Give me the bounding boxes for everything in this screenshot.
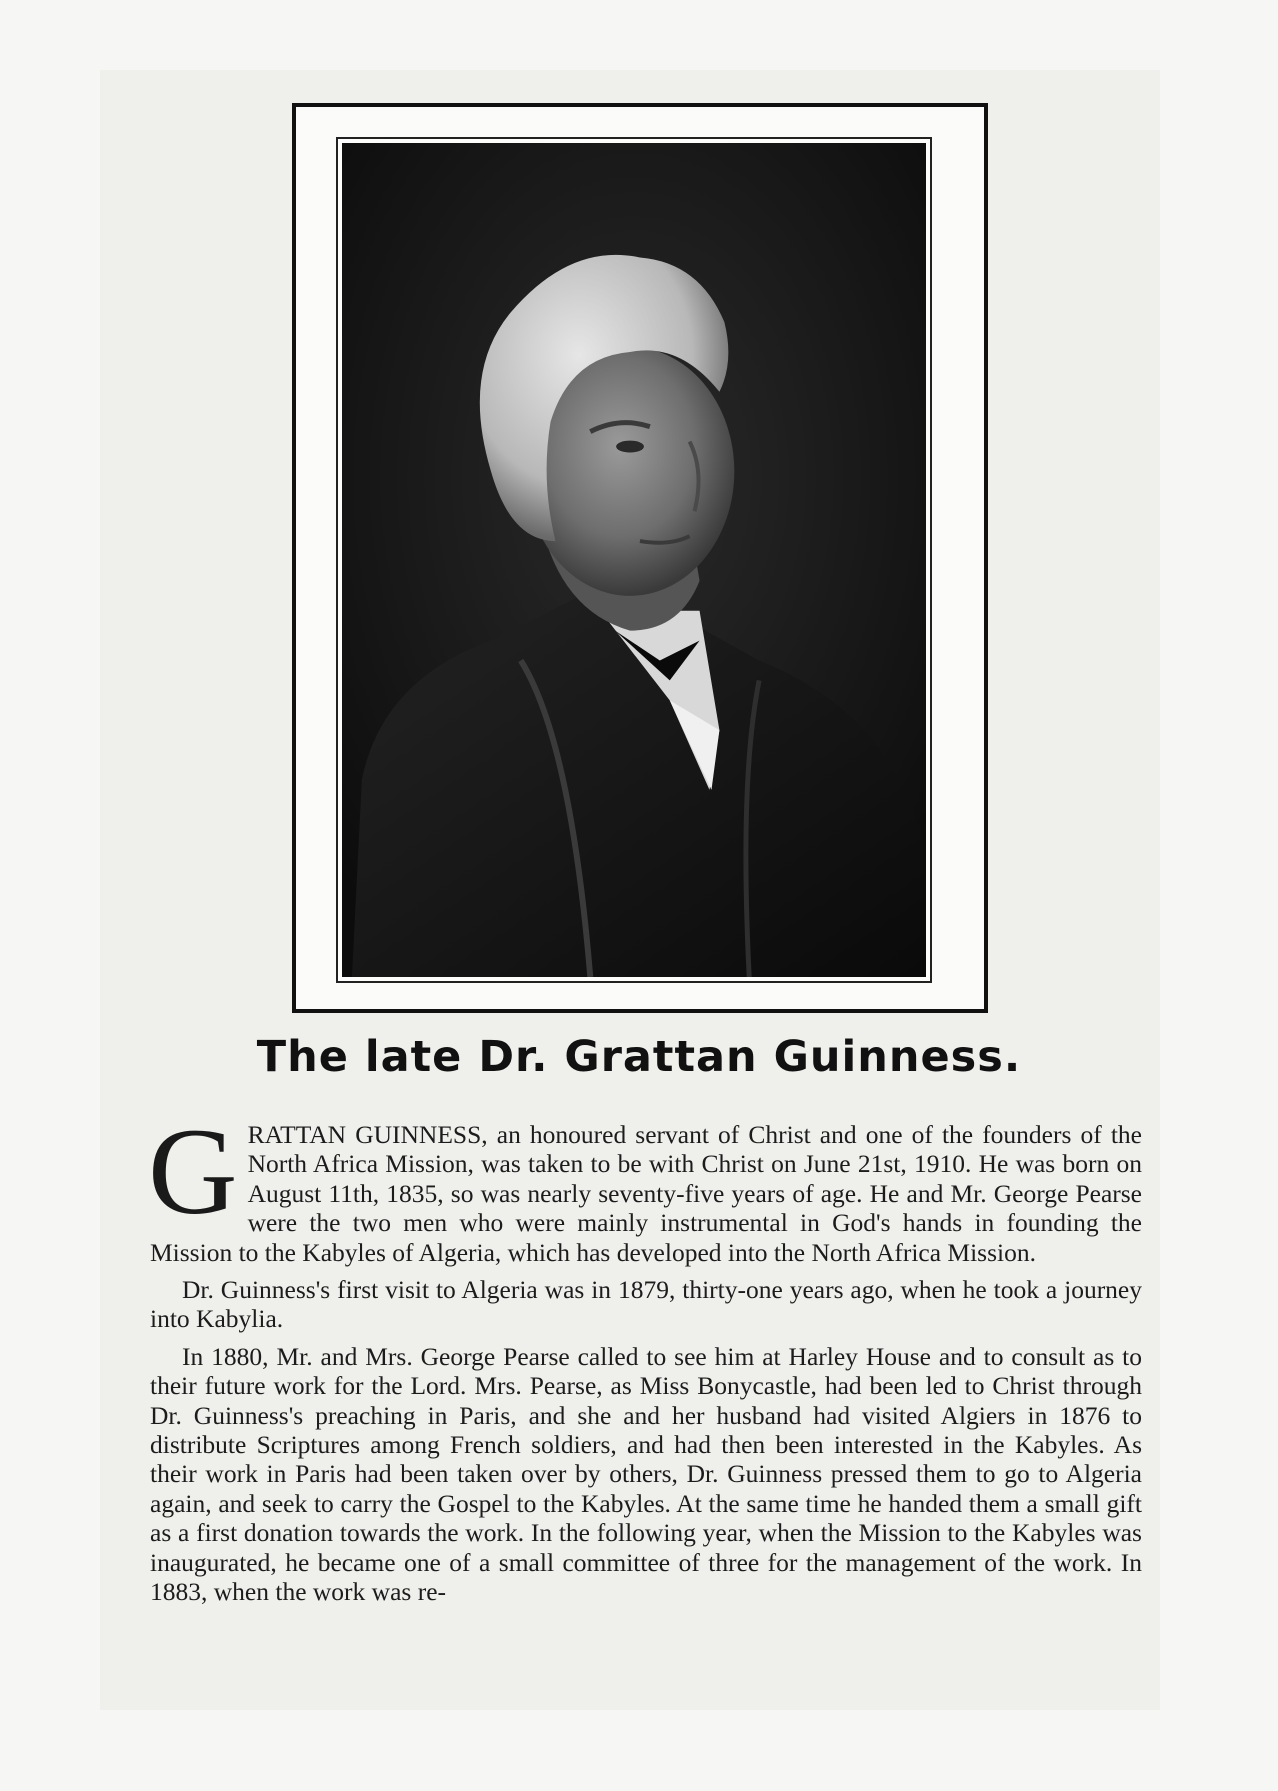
portrait-photo: [342, 143, 926, 977]
drop-cap: G: [148, 1103, 238, 1240]
article-paragraph: Dr. Guinness's first visit to Algeria was in 1879, thirty-one years ago, when he took a journey into Kabylia.: [150, 1275, 1142, 1334]
portrait-frame: [292, 103, 988, 1013]
article-title: The late Dr. Grattan Guinness.: [256, 1032, 1022, 1082]
portrait-mat: [336, 137, 932, 983]
article-paragraph: In 1880, Mr. and Mrs. George Pearse called to see him at Harley House and to consult as to their future work for the Lord. Mrs. Pearse, as Miss Bonycastle, had been led to Christ through Dr. Guinness's preaching in Paris, and she and her husband had visited Algiers in 1876 to distribute Scriptures among French soldiers, and had then been interested in the Kabyles. As their work in Paris had been taken over by others, Dr. Guinness pressed them to go to Algeria again, and seek to carry the Gospel to the Kabyles. At the same time he handed them a small gift as a first donation towards the work. In the following year, when the Mission to the Kabyles was inaugurated, he became one of a small committee of three for the management of the work. In 1883, when the work was re-: [150, 1341, 1142, 1607]
article-paragraph: [148, 1103, 1142, 1267]
article-body: [148, 1103, 1142, 1615]
paragraph-text: RATTAN GUINNESS, an honoured servant of Christ and one of the founders of the North Africa Mission, was taken to be with Christ on June 21st, 1910. He was born on August 11th, 1835, so was nearly seventy-five years of age. He and Mr. George Pearse were the two men who were mainly instrumental in God's hands in founding the Mission to the Kabyles of Algeria, which has developed into the North Africa Mission.: [150, 1120, 1142, 1267]
